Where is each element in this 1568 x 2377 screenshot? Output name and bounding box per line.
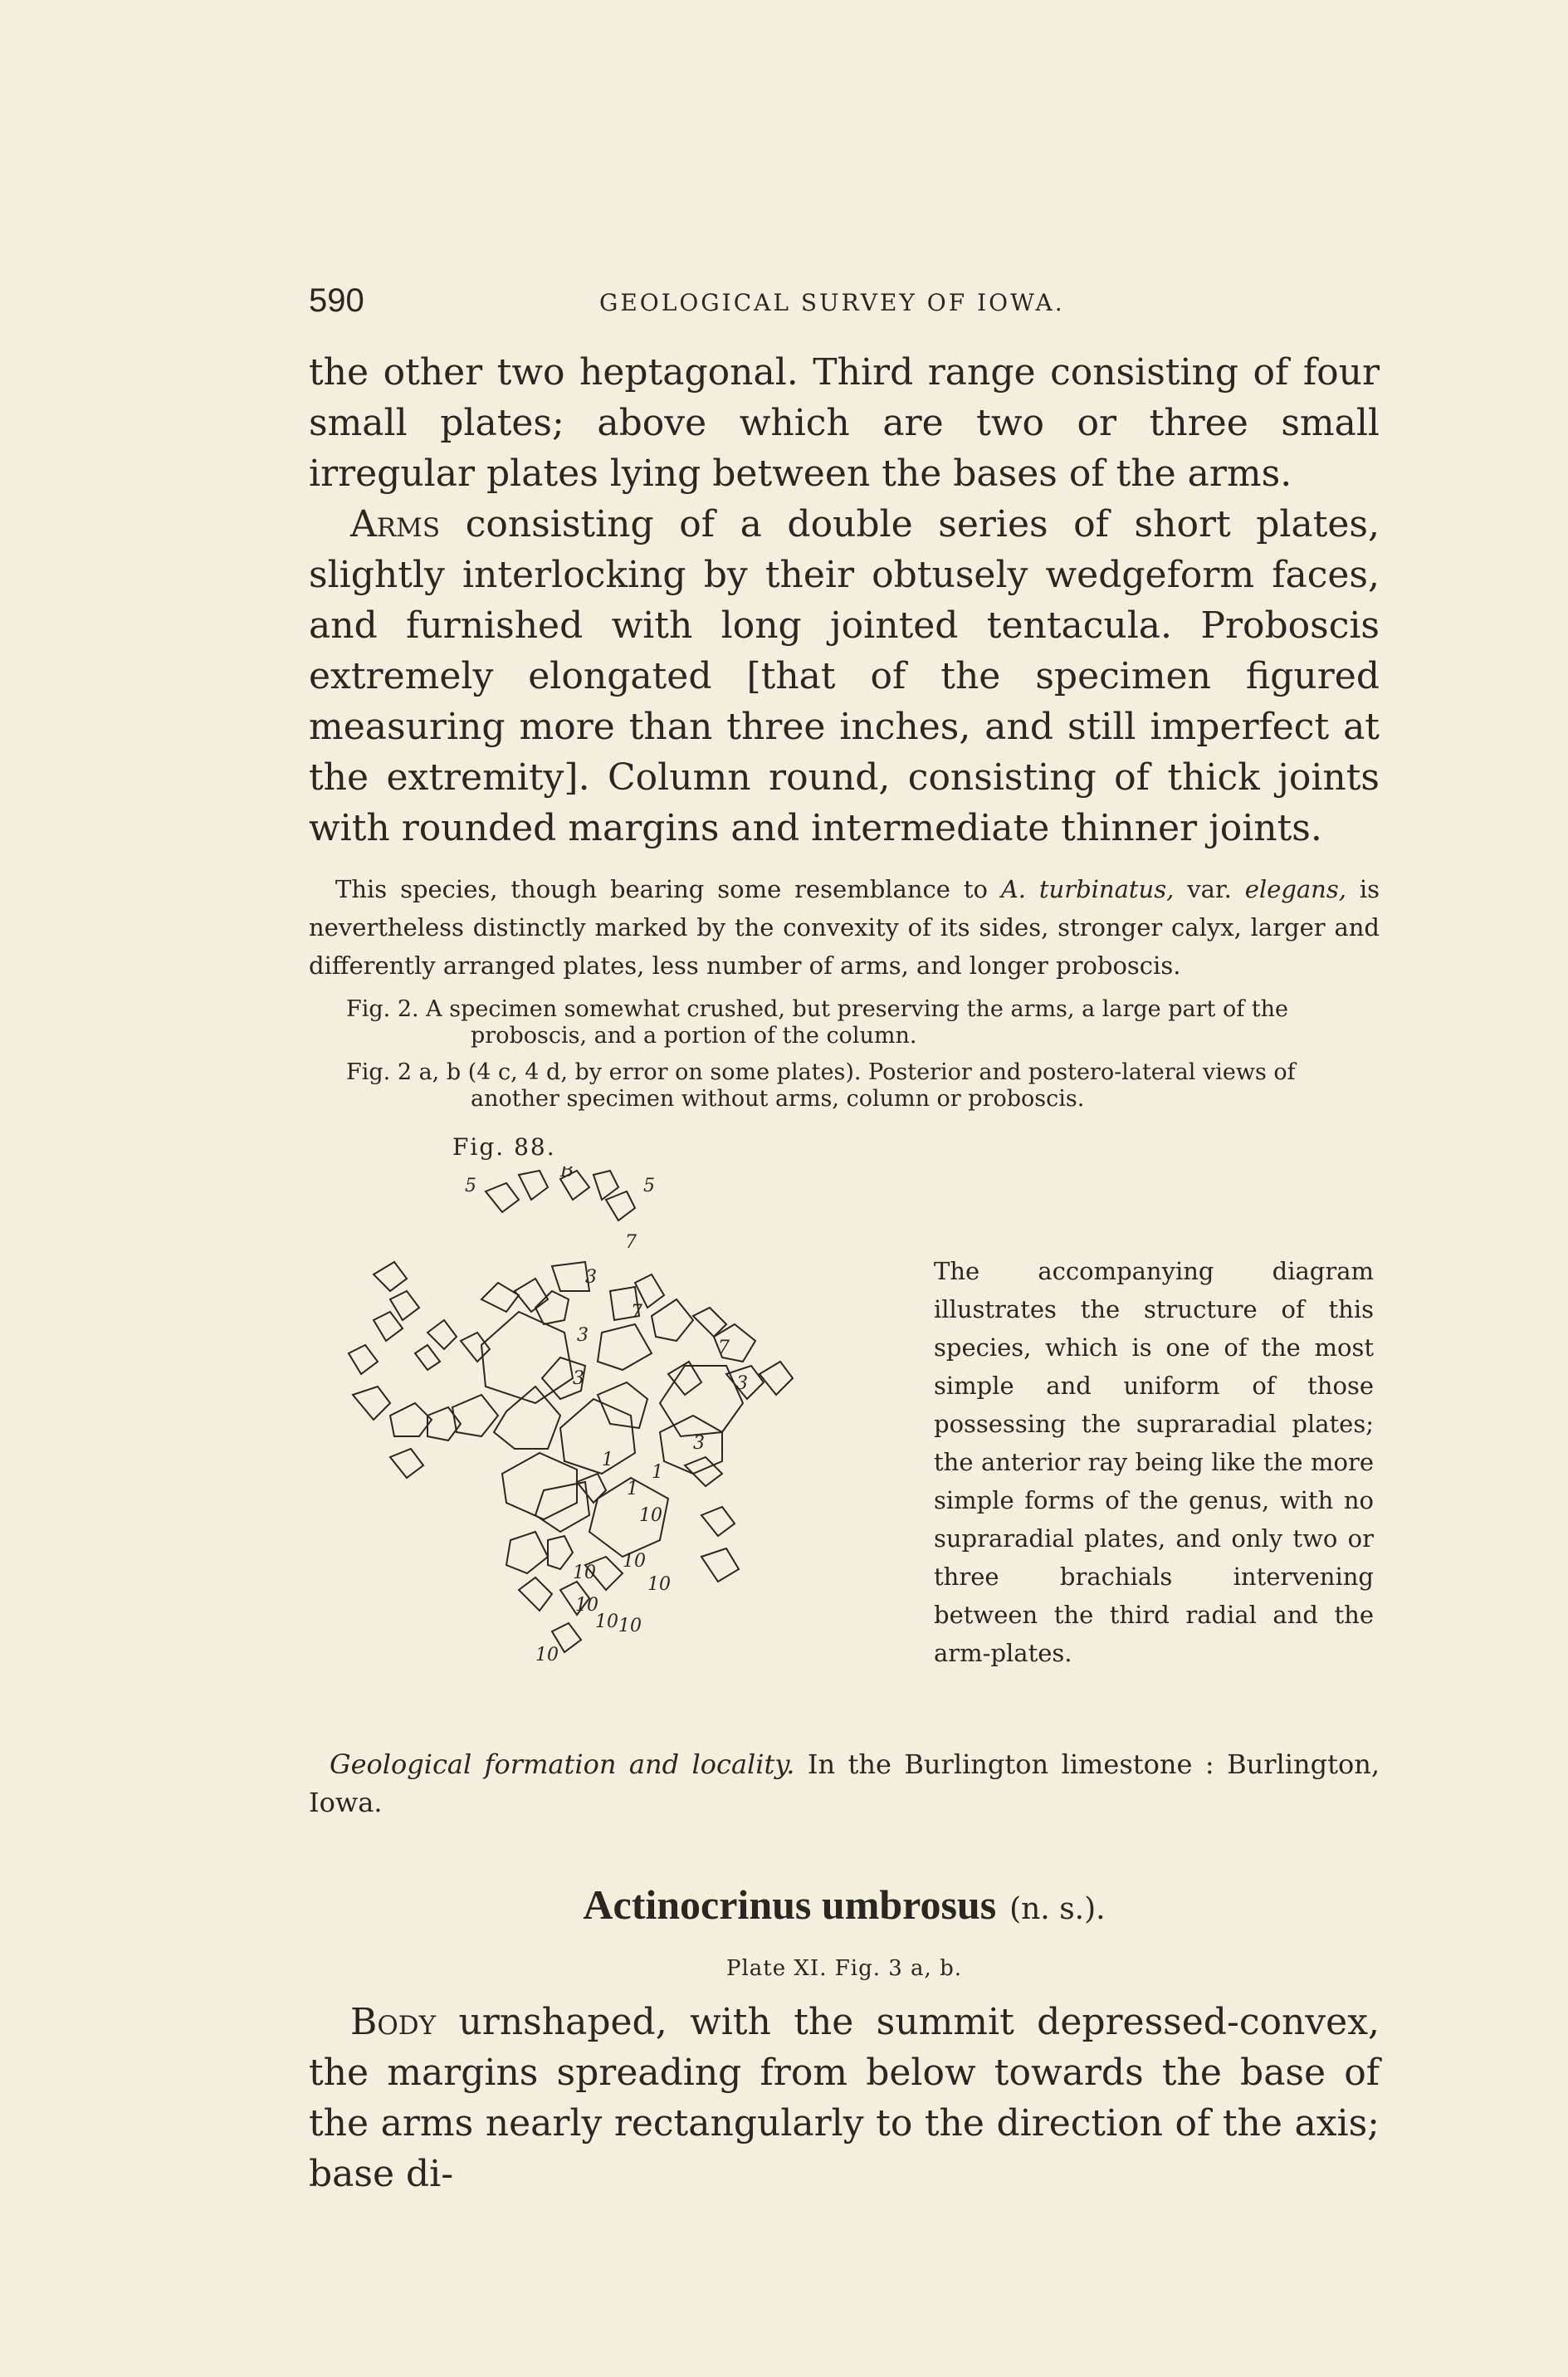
remark-species: A. turbinatus, (1000, 875, 1175, 903)
page-header (309, 282, 1380, 332)
species-remark (309, 870, 1380, 985)
remark-text-2: var. (1174, 875, 1245, 903)
lead-word-body: Body (350, 2001, 437, 2043)
geological-formation-text: In the Burlington limestone : Burlington, Iowa. (309, 1749, 1380, 1818)
lead-word-arms: Arms (350, 503, 441, 545)
plate-number-3a: 3 (585, 1267, 597, 1288)
plate-number-b: B (560, 1166, 574, 1181)
plate-number-3e: 3 (693, 1433, 705, 1454)
plate-number-10c: 10 (573, 1563, 596, 1583)
remark-text-3: is nevertheless distinctly marked by the convexity of its sides, stronger calyx, larger and differently arranged plates, less number of arms, and longer proboscis. (309, 875, 1380, 980)
figure-caption-1: Fig. 2. A specimen somewhat crushed, but preserving the arms, a large part of the proboscis, and a portion of the column. (346, 996, 1289, 1049)
geological-formation-label: Geological formation and locality. (330, 1749, 795, 1780)
plate-number-10f: 10 (595, 1612, 618, 1632)
plate-number-1c: 1 (652, 1462, 663, 1483)
plate-number-1b: 1 (627, 1479, 638, 1499)
main-text-upper (309, 347, 1380, 853)
species-note: (n. s.). (1009, 1892, 1106, 1926)
diagram-description: The accompanying diagram illustrates the structure of this species, which is one of the most simple and uniform of those possessing the supraradial plates; the anterior ray being like the more simple forms of the genus, with no supraradial plates, and only two or three brachials intervening between the third radial and the arm-plates. (934, 1257, 1374, 1667)
plate-diagram-drawing (311, 1166, 917, 1748)
paragraph-body-text: urnshaped, with the summit depressed-convex, the margins spreading from below towards the base of the arms nearly rectangularly to the direction of the axis; base di- (309, 2001, 1380, 2195)
plate-number-3c: 3 (573, 1368, 584, 1389)
running-title: GEOLOGICAL SURVEY OF IOWA. (599, 289, 1065, 316)
plate-number-10e: 10 (575, 1595, 598, 1616)
paragraph-body (309, 1997, 1380, 2199)
plate-number-10h: 10 (535, 1645, 559, 1665)
plate-number-10a: 10 (639, 1505, 662, 1526)
figure-label: Fig. 88. (452, 1133, 556, 1161)
species-name: Actinocrinus umbrosus (583, 1881, 997, 1928)
plate-number-5a: 5 (465, 1176, 476, 1196)
paragraph-arms (309, 499, 1380, 853)
plate-number-7c: 7 (718, 1338, 730, 1358)
plate-number-7a: 7 (625, 1232, 637, 1253)
paragraph-continuation: the other two heptagonal. Third range consisting of four small plates; above which are two or three small irregular plates lying between the bases of the arms. (309, 351, 1380, 495)
plate-number-1a: 1 (602, 1450, 613, 1470)
main-text-lower (309, 1997, 1380, 2199)
page-number: 590 (309, 282, 364, 319)
plate-diagram (311, 1166, 917, 1748)
plate-number-10g: 10 (618, 1616, 642, 1636)
plate-number-3b: 3 (577, 1325, 589, 1346)
plate-number-5b: 5 (643, 1176, 655, 1196)
diagram-plates (349, 1171, 793, 1652)
remarks-block (309, 870, 1380, 1122)
remark-variety: elegans, (1244, 875, 1346, 903)
figure-caption-2: Fig. 2 a, b (4 c, 4 d, by error on some plates). Posterior and postero-lateral views of another specimen without arms, column or proboscis. (346, 1059, 1296, 1112)
paragraph-arms-text: consisting of a double series of short plates, slightly interlocking by their obtusely wedgeform faces, and furnished with long jointed tentacula. Proboscis extremely elongated [that of the specimen figured measuring more than three inches, and still imperfect at the extremity]. Column round, consisting of thick joints with rounded margins and intermediate thinner joints. (309, 503, 1380, 849)
plate-number-3d: 3 (736, 1373, 748, 1394)
plate-number-7b: 7 (631, 1302, 642, 1323)
geological-formation (309, 1745, 1380, 1822)
species-heading (309, 1881, 1380, 1929)
plate-number-10b: 10 (623, 1551, 646, 1572)
plate-reference: Plate XI. Fig. 3 a, b. (726, 1956, 962, 1981)
remark-text-1: This species, though bearing some resemblance to (335, 875, 1001, 903)
plate-number-10d: 10 (647, 1574, 671, 1595)
